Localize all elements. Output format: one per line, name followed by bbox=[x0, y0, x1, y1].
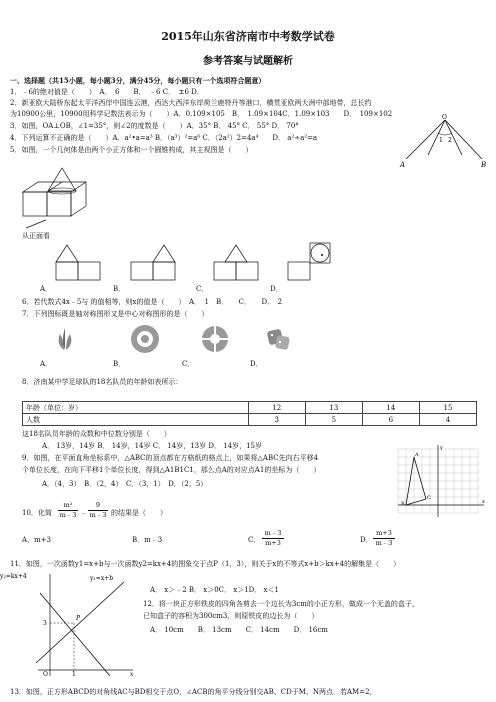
solid-figure bbox=[18, 160, 123, 240]
q5-option-a: A． bbox=[40, 285, 53, 293]
question-10-prefix: 10．化简 bbox=[22, 509, 52, 517]
fig11-label-y1: y₁=x+b bbox=[90, 575, 114, 582]
q10-option-d-fraction bbox=[373, 530, 395, 546]
question-8-options: A． 13岁，14岁 B． 14岁，14岁 C． 14岁，13岁 D． 14岁，15岁 bbox=[42, 442, 263, 450]
fig11-label-x: x bbox=[130, 671, 134, 678]
q5-options bbox=[40, 240, 360, 286]
q10-d-num: m+3 bbox=[376, 529, 392, 537]
q10-c-num: m﹣3 bbox=[264, 529, 282, 537]
question-2-line2: 为10900公里，10900用科学记数法表示为（ ）A．0.109×105 B． 1.09×104C．1.09×103 D． 109×102 bbox=[10, 110, 393, 118]
table-cell: 人数 bbox=[23, 414, 249, 426]
question-7: 7．下列图标既是轴对称图形又是中心对称图形的是（ ） bbox=[22, 310, 209, 318]
q10-option-a: A．m+3 bbox=[22, 536, 52, 544]
fig9-label-B: B bbox=[401, 501, 405, 507]
icon-option-d bbox=[267, 329, 290, 350]
q7-option-d: D． bbox=[250, 360, 263, 368]
fig9-label-C: C bbox=[427, 495, 431, 501]
linear-functions-figure bbox=[0, 568, 138, 678]
table-cell: 4 bbox=[419, 414, 476, 426]
question-11: 11．如图，一次函数y1=x+b与一次函数y2=kx+4的图象交于点P（1，3），则关于x的不等式x+b＞kx+4的解集是（ ） bbox=[10, 560, 401, 568]
q10-c-den: m+3 bbox=[265, 538, 281, 547]
q5-option-c: C． bbox=[196, 285, 209, 293]
question-9-line1: 9．如图，在平面直角坐标系中，△ABC的顶点都在方格纸的格点上，如果将△ABC先向右平移4 bbox=[22, 454, 319, 462]
q7-option-a: A． bbox=[40, 360, 53, 368]
table-row bbox=[23, 414, 477, 426]
table-cell: 13 bbox=[305, 402, 362, 414]
q10-option-b: B．m﹣3 bbox=[132, 536, 163, 544]
q5-option-b: B． bbox=[113, 285, 126, 293]
q5-option-d: D． bbox=[270, 285, 283, 293]
q10-frac1-den: m﹣3 bbox=[59, 510, 77, 519]
table-row bbox=[23, 402, 477, 414]
q10-fraction-2 bbox=[88, 502, 108, 518]
fig3-label-2: 2 bbox=[448, 137, 452, 144]
q10-option-c: C． bbox=[248, 536, 261, 544]
question-13: 13．如图，正方形ABCD的对角线AC与BD相交于点O，∠ACB的角平分线分别交AB、CD于M、N两点．若AM=2， bbox=[10, 688, 377, 696]
table-cell: 5 bbox=[305, 414, 362, 426]
q7-icons bbox=[50, 322, 290, 362]
question-8: 8．济南某中学足球队的18名队员的年龄如表所示： bbox=[22, 378, 183, 386]
question-3: 3．如图，OA⊥OB，∠1=35°，则∠2的度数是（ ）A．35° B． 45° C． 55° D． 70° bbox=[10, 122, 299, 130]
table-cell: 6 bbox=[362, 414, 419, 426]
fig9-label-y: y bbox=[440, 445, 443, 451]
q10-frac2-num: 9 bbox=[95, 501, 101, 509]
question-8-followup: 这18名队员年龄的众数和中位数分别是（ ） bbox=[22, 430, 171, 438]
question-6: 6．若代数式4x﹣5与 的值相等，则x的值是（ ） A． 1 B． C． D． 2 bbox=[22, 298, 283, 306]
q10-frac2-den: m﹣3 bbox=[89, 510, 107, 519]
question-12-line2: 已知盒子的容积为300cm3，则原铁皮的边长为（ ） bbox=[143, 612, 319, 620]
question-10-minus: ﹣ bbox=[80, 509, 87, 517]
fig3-label-B: B bbox=[481, 161, 487, 169]
table-cell: 年龄（单位：岁） bbox=[23, 402, 249, 414]
question-9-options: A．（4，3） B．（2，4） C．（3，1） D．（2，5） bbox=[42, 480, 208, 488]
q10-frac1-num: m² bbox=[63, 501, 73, 509]
question-10-suffix: 的结果是（ ） bbox=[111, 509, 167, 517]
front-view-label: 从正面看 bbox=[22, 232, 50, 240]
angle-figure bbox=[398, 115, 488, 175]
question-5: 5．如图，一个几何体是由两个小正方体和一个圆锥构成，其主视图是（ ） bbox=[10, 146, 253, 154]
coordinate-grid-figure bbox=[396, 443, 486, 519]
q10-option-c-fraction bbox=[262, 530, 284, 546]
fig11-label-3: 3 bbox=[43, 620, 47, 627]
icon-option-c bbox=[202, 326, 228, 352]
question-12-options: A． 10cm B． 13cm C． 14cm D． 16cm bbox=[150, 626, 328, 634]
question-12-line1: 12．将一块正方形铁皮的四角各剪去一个边长为3cm的小正方形，做成一个无盖的盒子， bbox=[143, 600, 419, 608]
section-heading: 一、选择题（共15小题，每小题3分，满分45分，每小题只有一个选项符合题意） bbox=[10, 76, 266, 85]
table-cell: 15 bbox=[419, 402, 476, 414]
q7-option-c: C． bbox=[182, 360, 195, 368]
question-1: 1．﹣6的绝对值是（ ） A． 6 B． ﹣6 C． ±6 D． bbox=[10, 88, 204, 96]
question-4: 4．下列运算不正确的是（ ）A．a²•a=a³ B．（a³）²=a⁶ C．（2a²）2=4a⁴ D． a²÷a²=a bbox=[10, 134, 318, 142]
question-11-options: A． x＞﹣2 B． x＞0C． x＞1D． x＜1 bbox=[150, 586, 279, 594]
table-cell: 14 bbox=[362, 402, 419, 414]
page-title: 2015年山东省济南市中考数学试卷 bbox=[161, 30, 335, 43]
fig9-label-A: A bbox=[415, 452, 419, 458]
fig11-label-O: O bbox=[43, 671, 48, 678]
q10-d-den: m﹣3 bbox=[375, 538, 393, 547]
table-cell: 12 bbox=[248, 402, 305, 414]
icon-option-b bbox=[131, 325, 159, 353]
q10-fraction-1 bbox=[58, 502, 78, 518]
icon-option-a bbox=[59, 328, 72, 350]
fig3-label-1: 1 bbox=[439, 137, 443, 144]
fig11-label-1: 1 bbox=[72, 671, 76, 678]
q7-option-b: B． bbox=[113, 360, 126, 368]
fig3-label-A: A bbox=[400, 161, 406, 169]
q10-option-d: D． bbox=[360, 536, 373, 544]
table-cell: 3 bbox=[248, 414, 305, 426]
fig9-label-x: x bbox=[482, 499, 485, 505]
question-9-line2: 个单位长度，在向下平移1个单位长度，得到△A1B1C1，那么点A的对应点A1的坐标为（ ） bbox=[22, 466, 321, 474]
question-2-line1: 2．新亚欧大陆桥东起太平洋西岸中国连云港，西达大西洋东岸荷兰鹿特丹等港口，横贯亚欧两大洲中部地带，总长约 bbox=[10, 99, 372, 107]
fig11-label-y2: y₂=kx+4 bbox=[0, 573, 27, 580]
fig3-label-O: O bbox=[442, 114, 447, 121]
age-table bbox=[22, 401, 477, 426]
fig11-label-P: P bbox=[76, 615, 81, 622]
page-subtitle: 参考答案与试题解析 bbox=[203, 56, 293, 67]
